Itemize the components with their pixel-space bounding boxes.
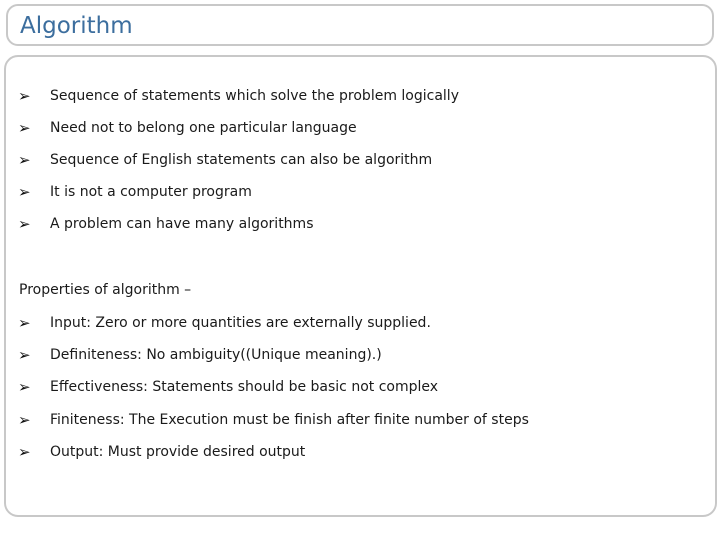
title-box [6, 4, 714, 46]
arrow-bullet-icon: ➢ [18, 215, 31, 233]
property-text: Effectiveness: Statements should be basic not complex [50, 379, 439, 395]
property-text: Input: Zero or more quantities are externally supplied. [50, 315, 431, 331]
arrow-bullet-icon: ➢ [18, 183, 31, 201]
arrow-bullet-icon: ➢ [18, 119, 31, 137]
property-text: Definiteness: No ambiguity((Unique meaning).) [50, 347, 382, 363]
property-text: Finiteness: The Execution must be finish after finite number of steps [50, 412, 529, 428]
property-text: Output: Must provide desired output [50, 444, 306, 460]
bullet-text: Need not to belong one particular language [50, 120, 357, 136]
bullet-text: A problem can have many algorithms [50, 216, 314, 232]
arrow-bullet-icon: ➢ [18, 378, 31, 396]
arrow-bullet-icon: ➢ [18, 151, 31, 169]
bullet-text: Sequence of English statements can also be algorithm [50, 152, 433, 168]
slide-title: Algorithm [20, 13, 133, 39]
properties-heading: Properties of algorithm – [19, 282, 192, 298]
arrow-bullet-icon: ➢ [18, 411, 31, 429]
bullet-text: Sequence of statements which solve the problem logically [50, 88, 459, 104]
arrow-bullet-icon: ➢ [18, 346, 31, 364]
arrow-bullet-icon: ➢ [18, 87, 31, 105]
arrow-bullet-icon: ➢ [18, 443, 31, 461]
bullet-text: It is not a computer program [50, 184, 252, 200]
arrow-bullet-icon: ➢ [18, 314, 31, 332]
